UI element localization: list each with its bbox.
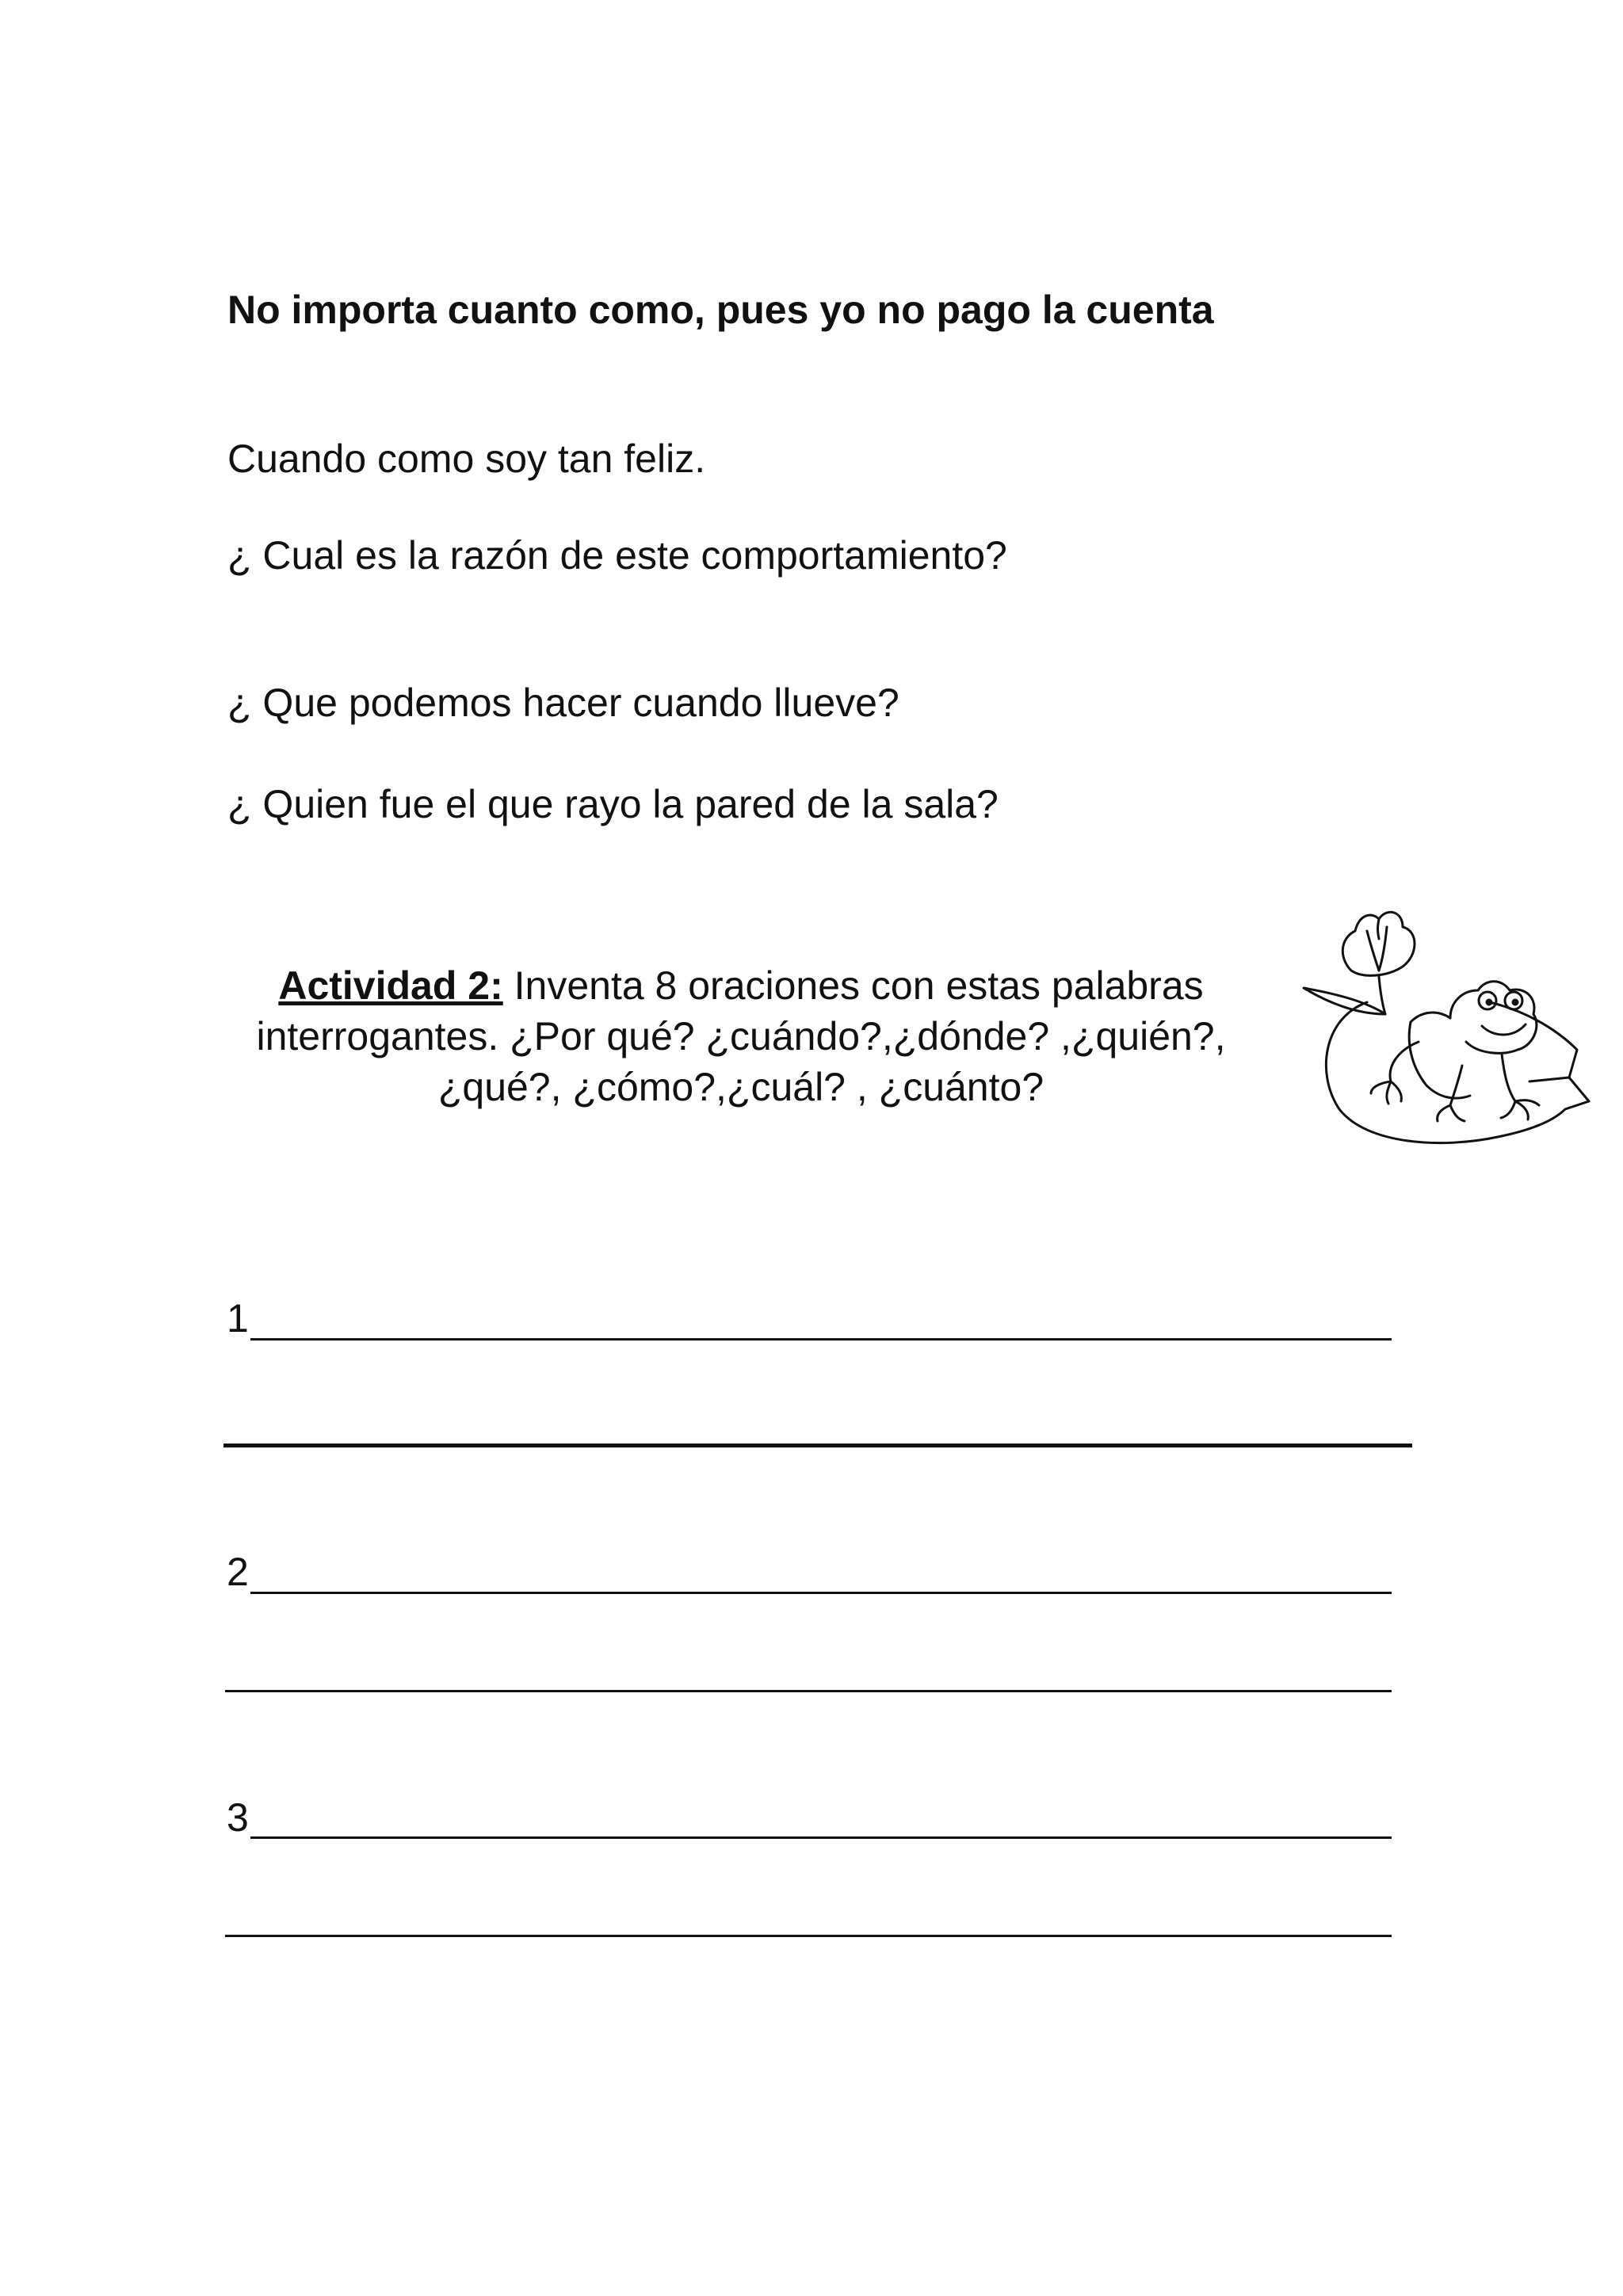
answer-number-2: 2 [227,1550,249,1594]
question-line-2: ¿ Que podemos hacer cuando llueve? [227,681,899,725]
activity-instructions [214,960,1268,1112]
answer-line-2a[interactable] [250,1592,1392,1594]
question-line-1: ¿ Cual es la razón de este comportamiento? [227,533,1007,578]
answer-line-1a[interactable] [250,1338,1392,1341]
sentence-line-1: Cuando como soy tan feliz. [227,437,706,481]
answer-line-3a[interactable] [250,1836,1392,1839]
question-line-3: ¿ Quien fue el que rayo la pared de la sala? [227,782,999,826]
frog-on-lily-pad-icon [1292,883,1593,1153]
worksheet-title: No importa cuanto como, pues yo no pago la cuenta [227,288,1214,332]
activity-text: Inventa 8 oraciones con estas palabras interrogantes. ¿Por qué? ¿cuándo?,¿dónde? ,¿quién?,¿qué?, ¿cómo?,¿cuál? , ¿cuánto? [256,963,1226,1109]
answer-number-3: 3 [227,1795,249,1840]
answer-line-1b[interactable] [223,1444,1412,1447]
answer-line-2b[interactable] [225,1690,1392,1692]
answer-number-1: 1 [227,1296,249,1341]
activity-label: Actividad 2: [278,963,503,1008]
answer-line-3b[interactable] [225,1935,1392,1937]
